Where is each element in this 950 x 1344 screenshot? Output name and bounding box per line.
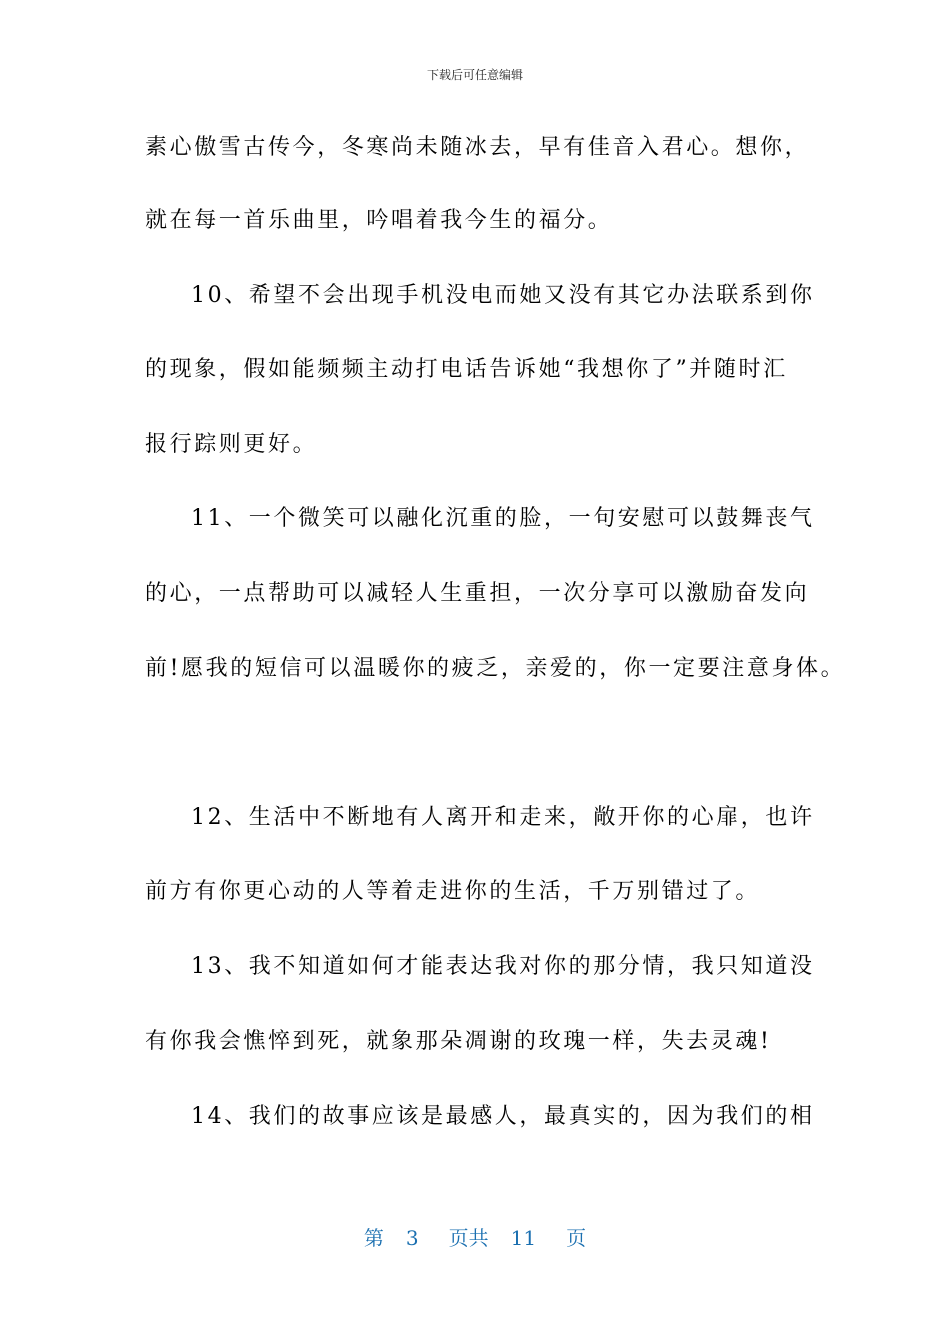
- page-label-prefix: 第: [363, 1226, 384, 1250]
- page-label-middle: 页共: [448, 1226, 489, 1250]
- body-line: 前方有你更心动的人等着走进你的生活，千万别错过了。: [145, 879, 761, 904]
- page-label-suffix: 页: [566, 1226, 587, 1250]
- paragraph-11-start: 11、一个微笑可以融化沉重的脸，一句安慰可以鼓舞丧气: [191, 506, 815, 531]
- body-line: 报行踪则更好。: [145, 432, 318, 457]
- body-line: 就在每一首乐曲里，吟唱着我今生的福分。: [145, 208, 613, 233]
- paragraph-13-start: 13、我不知道如何才能表达我对你的那分情，我只知道没: [191, 954, 815, 979]
- page-footer: [0, 1226, 950, 1250]
- page-header-note: 下载后可任意编辑: [426, 68, 523, 82]
- paragraph-12-start: 12、生活中不断地有人离开和走来，敞开你的心扉，也许: [191, 805, 815, 830]
- body-line: 的现象，假如能频频主动打电话告诉她“我想你了”并随时汇: [145, 357, 788, 382]
- paragraph-14-start: 14、我们的故事应该是最感人，最真实的，因为我们的相: [191, 1104, 815, 1129]
- body-line: 素心傲雪古传今，冬寒尚未随冰去，早有佳音入君心。想你，: [145, 135, 810, 160]
- total-pages-number: 11: [510, 1226, 537, 1250]
- body-line: 的心，一点帮助可以减轻人生重担，一次分享可以激励奋发向: [145, 581, 810, 606]
- body-line: 前!愿我的短信可以温暖你的疲乏，亲爱的，你一定要注意身体。: [145, 656, 846, 681]
- paragraph-10-start: 10、希望不会出现手机没电而她又没有其它办法联系到你: [191, 283, 815, 308]
- current-page-number: 3: [405, 1226, 419, 1250]
- body-line: 有你我会憔悴到死，就象那朵凋谢的玫瑰一样，失去灵魂!: [145, 1029, 772, 1054]
